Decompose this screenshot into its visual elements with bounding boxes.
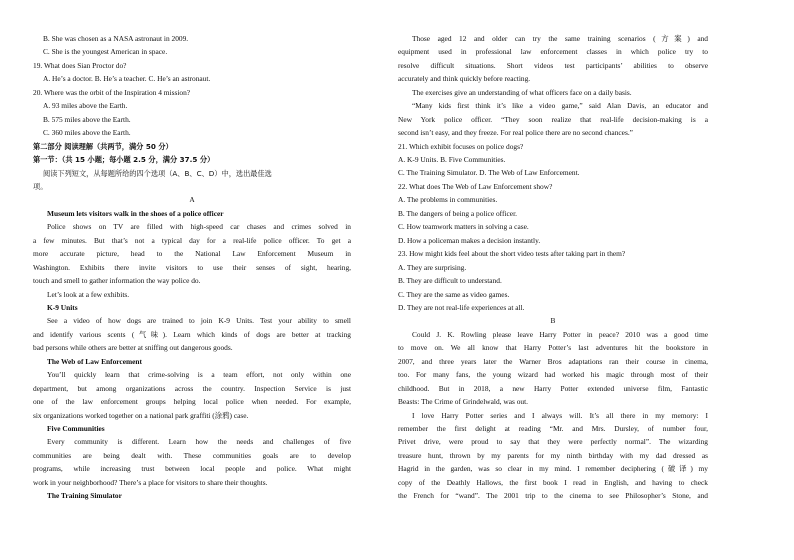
left-text-line: work in your neighborhood? There’s a place for visitors to share their thoughts. (33, 477, 268, 487)
left-text-line: A. He’s a doctor. B. He’s a teacher. C. He’s an astronaut. (43, 74, 211, 84)
left-text-line: and identify various scents (气味). Learn which kinds of dogs are better at tracking (33, 329, 351, 339)
right-text-line: I love Harry Potter series and I always will. It’s all there in my memory: I (412, 410, 708, 420)
right-text-line: B (550, 316, 556, 326)
right-text-line: 21. Which exhibit focuses on police dogs? (398, 141, 524, 151)
left-text-line: 第一节：（共 15 小题；每小题 2.5 分，满分 37.5 分） (33, 155, 215, 165)
left-text-line: Police shows on TV are filled with high-speed car chases and crimes solved in (47, 222, 351, 232)
left-text-line: K-9 Units (47, 303, 78, 312)
left-text-line: six organizations worked together on a national park graffiti (涂鸦) case. (33, 410, 249, 420)
right-text-line: A. The problems in communities. (398, 195, 498, 205)
left-text-line: See a video of how dogs are trained to join K-9 Units. Test your ability to smell (47, 316, 351, 326)
left-text-line: bad persons while others are better at sniffing out dangerous goods. (33, 343, 233, 353)
right-text-line: B. The dangers of being a police officer. (398, 208, 517, 218)
right-text-line: A. K-9 Units. B. Five Communities. (398, 155, 506, 164)
left-text-line: B. She was chosen as a NASA astronaut in 2009. (43, 34, 189, 43)
right-text-line: remember the first delight at reading “Mr. and Mrs. Dursley, of number four, (398, 423, 708, 433)
left-text-line: Washington. Exhibits there invite visitors to use their senses of sight, hearing, (33, 262, 351, 272)
right-text-line: B. They are difficult to understand. (398, 276, 502, 286)
left-text-line: 阅读下列短文，从每题所给的四个选项（A、B、C、D）中，选出最佳选 (43, 168, 272, 178)
right-text-line: C. The Training Simulator. D. The Web of Law Enforcement. (398, 168, 580, 178)
right-column (398, 32, 708, 503)
right-text-line: resolve difficult situations. Short videos test participants’ abilities to observe (398, 60, 708, 70)
right-text-line: Hagrid in the garden, was so clear in my mind. I remember deciphering (破译) my (398, 464, 708, 474)
left-text-line: 20. Where was the orbit of the Inspiration 4 mission? (33, 87, 191, 97)
left-text-line: 第二部分 阅读理解（共两节，满分 50 分） (33, 141, 173, 151)
left-text-line: The Training Simulator (47, 491, 122, 501)
right-text-line: Could J. K. Rowling please leave Harry Potter in peace? 2010 was a good time (412, 329, 708, 339)
right-text-line: the French for “wand”. The 2001 trip to the cinema to see Philosopher’s Stone, and (398, 491, 708, 501)
left-text-line: Let’s look at a few exhibits. (47, 289, 130, 299)
left-text-line: Museum lets visitors walk in the shoes of a police officer (47, 208, 224, 218)
left-text-line: one of the law enforcement groups helping local police when needed. For example, (33, 397, 351, 407)
left-text-line: A (189, 195, 195, 205)
left-text-line: 项。 (33, 181, 48, 191)
right-text-line: second isn’t easy, and they freeze. For real police there are no second chances.” (398, 128, 633, 138)
right-text-line: The exercises give an understanding of what officers face on a daily basis. (412, 87, 632, 97)
right-text-line: too. For many fans, the young wizard had worked his magic through most of their (398, 370, 708, 380)
right-text-line: D. They are not real-life experiences at all. (398, 302, 525, 312)
left-text-line: The Web of Law Enforcement (47, 356, 142, 366)
right-text-line: “Many kids first think it’s like a video game,” said Alan Davis, an educator and (412, 101, 708, 111)
left-text-line: You’ll quickly learn that crime-solving is a team effort, not only within one (47, 370, 351, 380)
right-text-line: copy of the Deathly Hallows, the first book I read in English, and having to check (398, 477, 708, 487)
right-text-line: childhood. But in 2018, a new Harry Potter extended universe film, Fantastic (398, 383, 708, 393)
right-text-line: 23. How might kids feel about the short video tests after taking part in them? (398, 249, 626, 259)
left-text-line: A. 93 miles above the Earth. (43, 101, 128, 111)
left-text-line: programs, while increasing trust between local people and police. What might (33, 464, 351, 474)
right-text-line: New York police officer. “They soon realize that real-life decision-making is a (398, 114, 708, 124)
left-text-line: C. She is the youngest American in space. (43, 47, 168, 57)
right-text-line: equipment used in professional law enforcement classes in which police try to (398, 47, 708, 57)
left-text-line: a few minutes. But that’s not a typical day for a real-life police officer. To get a (33, 235, 351, 245)
right-text-line: A. They are surprising. (398, 262, 467, 272)
left-column (33, 32, 351, 503)
right-text-line: 2007, and three years later the Warner Bros adaptations ran their course in cinema, (398, 356, 708, 366)
left-text-line: C. 360 miles above the Earth. (43, 128, 131, 138)
right-text-line: Those aged 12 and older can try the same training scenarios (方案) and (412, 34, 708, 43)
right-text-line: to move on. We all know that Harry Potter’s last adventures hit the bookstore in (398, 343, 708, 353)
right-text-line: D. How a policeman makes a decision instantly. (398, 235, 541, 245)
right-text-line: 22. What does The Web of Law Enforcement show? (398, 181, 553, 191)
right-text-line: treasure hunt, thrown by my parents for my ninth birthday with my dad dressed as (398, 450, 708, 460)
left-text-line: department, but among organizations across the country. Inspection Service is just (33, 383, 351, 393)
right-text-line: accurately and think quickly before reacting. (398, 74, 531, 84)
left-text-line: Five Communities (47, 424, 105, 433)
left-text-line: more accurate picture, head to the National Law Enforcement Museum in (33, 249, 351, 259)
right-text-line: C. They are the same as video games. (398, 289, 510, 299)
left-text-line: Every community is different. Learn how the needs and challenges of five (47, 437, 351, 447)
right-text-line: Beasts: The Crime of Grindelwald, was out. (398, 397, 528, 407)
left-text-line: touch and smell to gather information the way police do. (33, 276, 201, 286)
left-text-line: 19. What does Sian Proctor do? (33, 60, 127, 70)
left-text-line: communities are being dealt with. These communities goals are to develop (33, 450, 351, 460)
left-text-line: B. 575 miles above the Earth. (43, 114, 131, 124)
right-text-line: C. How teamwork matters in solving a case. (398, 222, 529, 232)
right-text-line: Privet drive, were proud to say that they were perfectly normal”. The wizarding (398, 437, 708, 447)
